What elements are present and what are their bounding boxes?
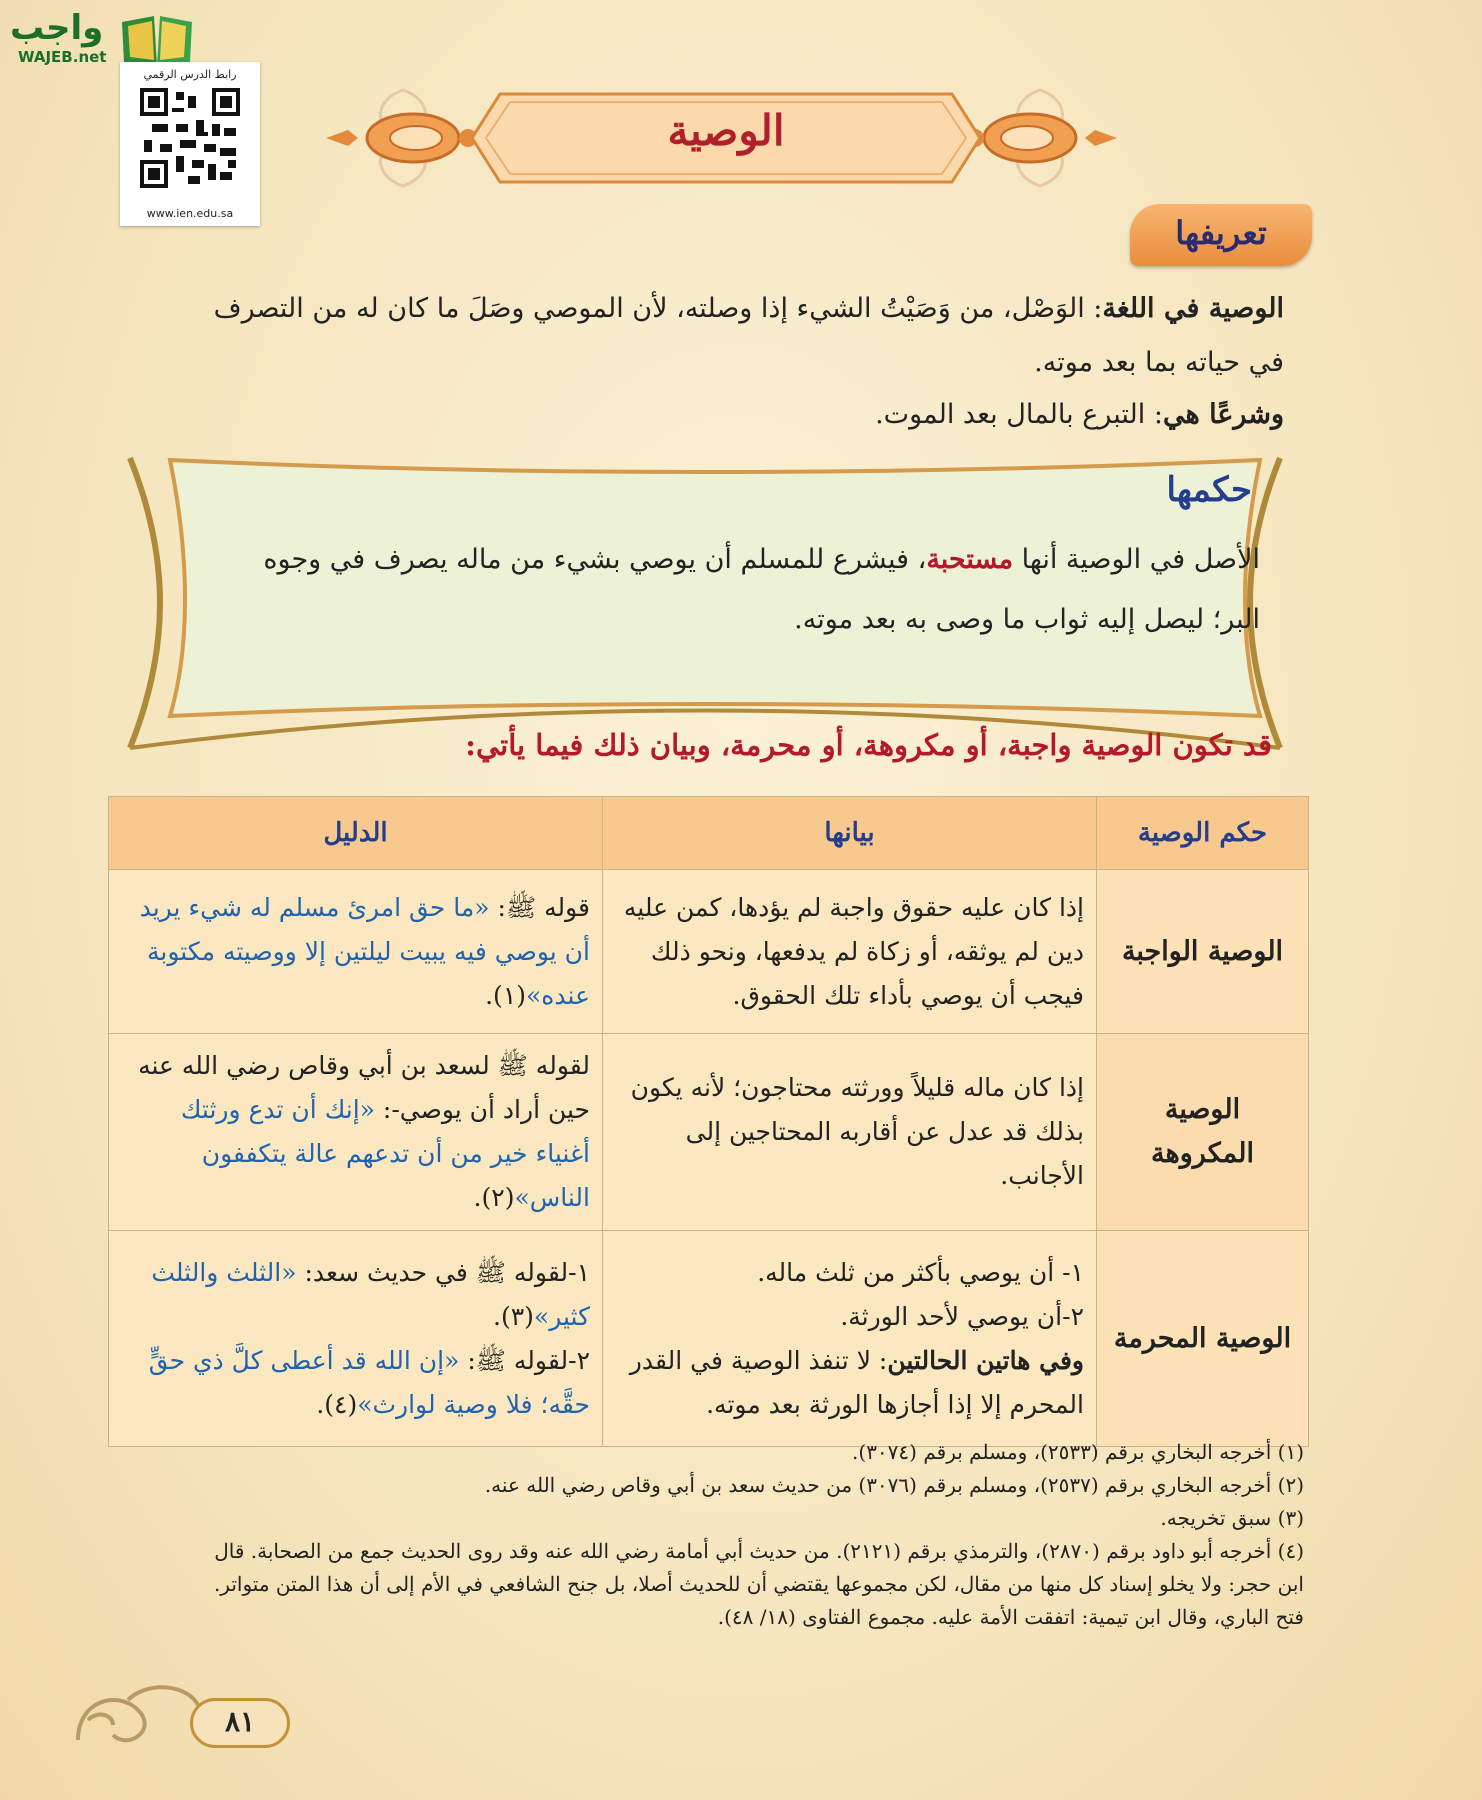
header-evidence: الدليل [109,797,603,870]
explanation-item-2: ٢-أن يوصي لأحد الورثة. [840,1301,1084,1331]
table-row [109,870,1309,1034]
footnote-3: (٣) سبق تخريجه. [1160,1506,1304,1530]
intro-line: قد تكون الوصية واجبة، أو مكروهة، أو محرمة، وبيان ذلك فيما يأتي: [465,728,1272,762]
definition-sharia-term: وشرعًا هي [1162,399,1284,430]
evidence-quote: «ما حق امرئ مسلم له شيء يريد أن يوصي فيه يبيت ليلتين إلا ووصيته مكتوبة عنده» [139,892,590,1010]
brand-site: WAJEB.net [18,48,107,66]
page-number-text: ٨١ [224,1705,256,1738]
footnote-4: (٤) أخرجه أبو داود برقم (٢٨٧٠)، والترمذي برقم (٢١٢١). من حديث أبي أمامة رضي الله عنه وقد روى الحديث جمع من الصحابة. قال ابن حجر: ولا يخلو إسناد كل منها من مقال، لكن مجموعها يقتضي أن للحديث أصلا، بل جنح الشافعي في الأم إلى أن هذا المتن متواتر. فتح الباري، وقال ابن تيمية: اتفقت الأمة عليه. مجموع الفتاوى (١٨/ ٤٨). [213,1539,1304,1629]
ruling-text-after: ، فيشرع للمسلم أن يوصي بشيء من ماله يصرف في وجوه البر؛ ليصل إليه ثواب ما وصى به بعد موته. [263,544,1260,635]
evidence-footnote-ref[interactable]: (٣). [493,1301,534,1331]
explanation-term: وفي هاتين الحالتين [887,1345,1084,1375]
cell-explanation: إذا كان عليه حقوق واجبة لم يؤدها، كمن عليه دين لم يوثقه، أو زكاة لم يدفعها، ونحو ذلك فيجب أن يوصي بأداء تلك الحقوق. [603,870,1097,1034]
cell-rule: الوصية المكروهة [1097,1034,1309,1231]
footnote-2: (٢) أخرجه البخاري برقم (٢٥٣٧)، ومسلم برقم (٣٠٧٦) من حديث سعد بن أبي وقاص رضي الله عنه. [484,1473,1304,1497]
qr-code-card[interactable] [120,62,260,226]
definition-language-text: : الوَصْل، من وَصَيْتُ الشيء إذا وصلته، لأن الموصي وصَلَ ما كان له من التصرف في حياته بما بعد موته. [213,293,1284,378]
evidence-quote: «الثلث والثلث كثير» [151,1257,590,1331]
section-tab-label: تعريفها [1175,214,1267,252]
evidence-footnote-ref[interactable]: (٤). [316,1389,358,1419]
left-ornament-icon [318,80,488,196]
cell-evidence [109,1034,603,1231]
footnotes [184,1436,1304,1634]
qr-code-icon [140,88,240,188]
explanation-item-3: : لا تنفذ الوصية في القدر المحرم إلا إذا أجازها الورثة بعد موته. [629,1345,1084,1419]
qr-label: رابط الدرس الرقمي [143,68,237,81]
evidence-quote: «إنك أن تدع ورثتك أغنياء خير من أن تدعهم عالة يتكففون الناس» [180,1095,590,1212]
evidence-quote: «إن الله قد أعطى كلَّ ذي حقٍّ حقَّه؛ فلا وصية لوارث» [148,1345,590,1419]
table-header-row [109,797,1309,870]
ruling-text-before: الأصل في الوصية أنها [1013,544,1260,575]
cell-evidence [109,1231,603,1447]
cell-explanation: إذا كان ماله قليلاً وورثته محتاجون؛ لأنه يكون بذلك قد عدل عن أقاربه المحتاجين إلى الأجانب. [603,1034,1097,1231]
page-number [190,1698,290,1748]
page-title: الوصية [667,106,785,155]
brand-name: واجب [10,8,104,48]
ruling-title: حكمها [1166,470,1252,510]
ruling-table [108,796,1309,1447]
evidence-prefix: ١-لقوله ﷺ في حديث سعد: [296,1257,590,1287]
definition-language [194,282,1284,390]
evidence-prefix: قوله ﷺ: [489,892,590,922]
footnote-1: (١) أخرجه البخاري برقم (٢٥٣٣)، ومسلم برقم (٣٠٧٤). [852,1440,1304,1464]
explanation-item-1: ١- أن يوصي بأكثر من ثلث ماله. [757,1257,1084,1287]
cell-rule: الوصية المحرمة [1097,1231,1309,1447]
brand-logo [10,8,190,68]
title-banner [470,92,982,184]
qr-url: www.ien.edu.sa [146,207,234,220]
evidence-footnote-ref[interactable]: (١). [485,980,527,1010]
section-tab-definition [1130,204,1312,266]
definition-sharia-text: : التبرع بالمال بعد الموت. [875,399,1163,430]
definition-sharia [194,388,1284,442]
ruling-highlight: مستحبة [926,544,1014,575]
cell-explanation [603,1231,1097,1447]
header-explanation: بيانها [603,797,1097,870]
cell-rule: الوصية الواجبة [1097,870,1309,1034]
header-rule: حكم الوصية [1097,797,1309,870]
corner-ornament-icon [68,1660,208,1760]
definition-language-term: الوصية في اللغة [1102,293,1284,324]
evidence-prefix: ٢-لقوله ﷺ: [459,1345,590,1375]
table-row [109,1034,1309,1231]
cell-evidence [109,870,603,1034]
table-row [109,1231,1309,1447]
evidence-footnote-ref[interactable]: (٢). [473,1183,515,1212]
ruling-text [250,530,1260,650]
evidence-prefix: لقوله ﷺ لسعد بن أبي وقاص رضي الله عنه حين أراد أن يوصي-: [138,1051,590,1124]
